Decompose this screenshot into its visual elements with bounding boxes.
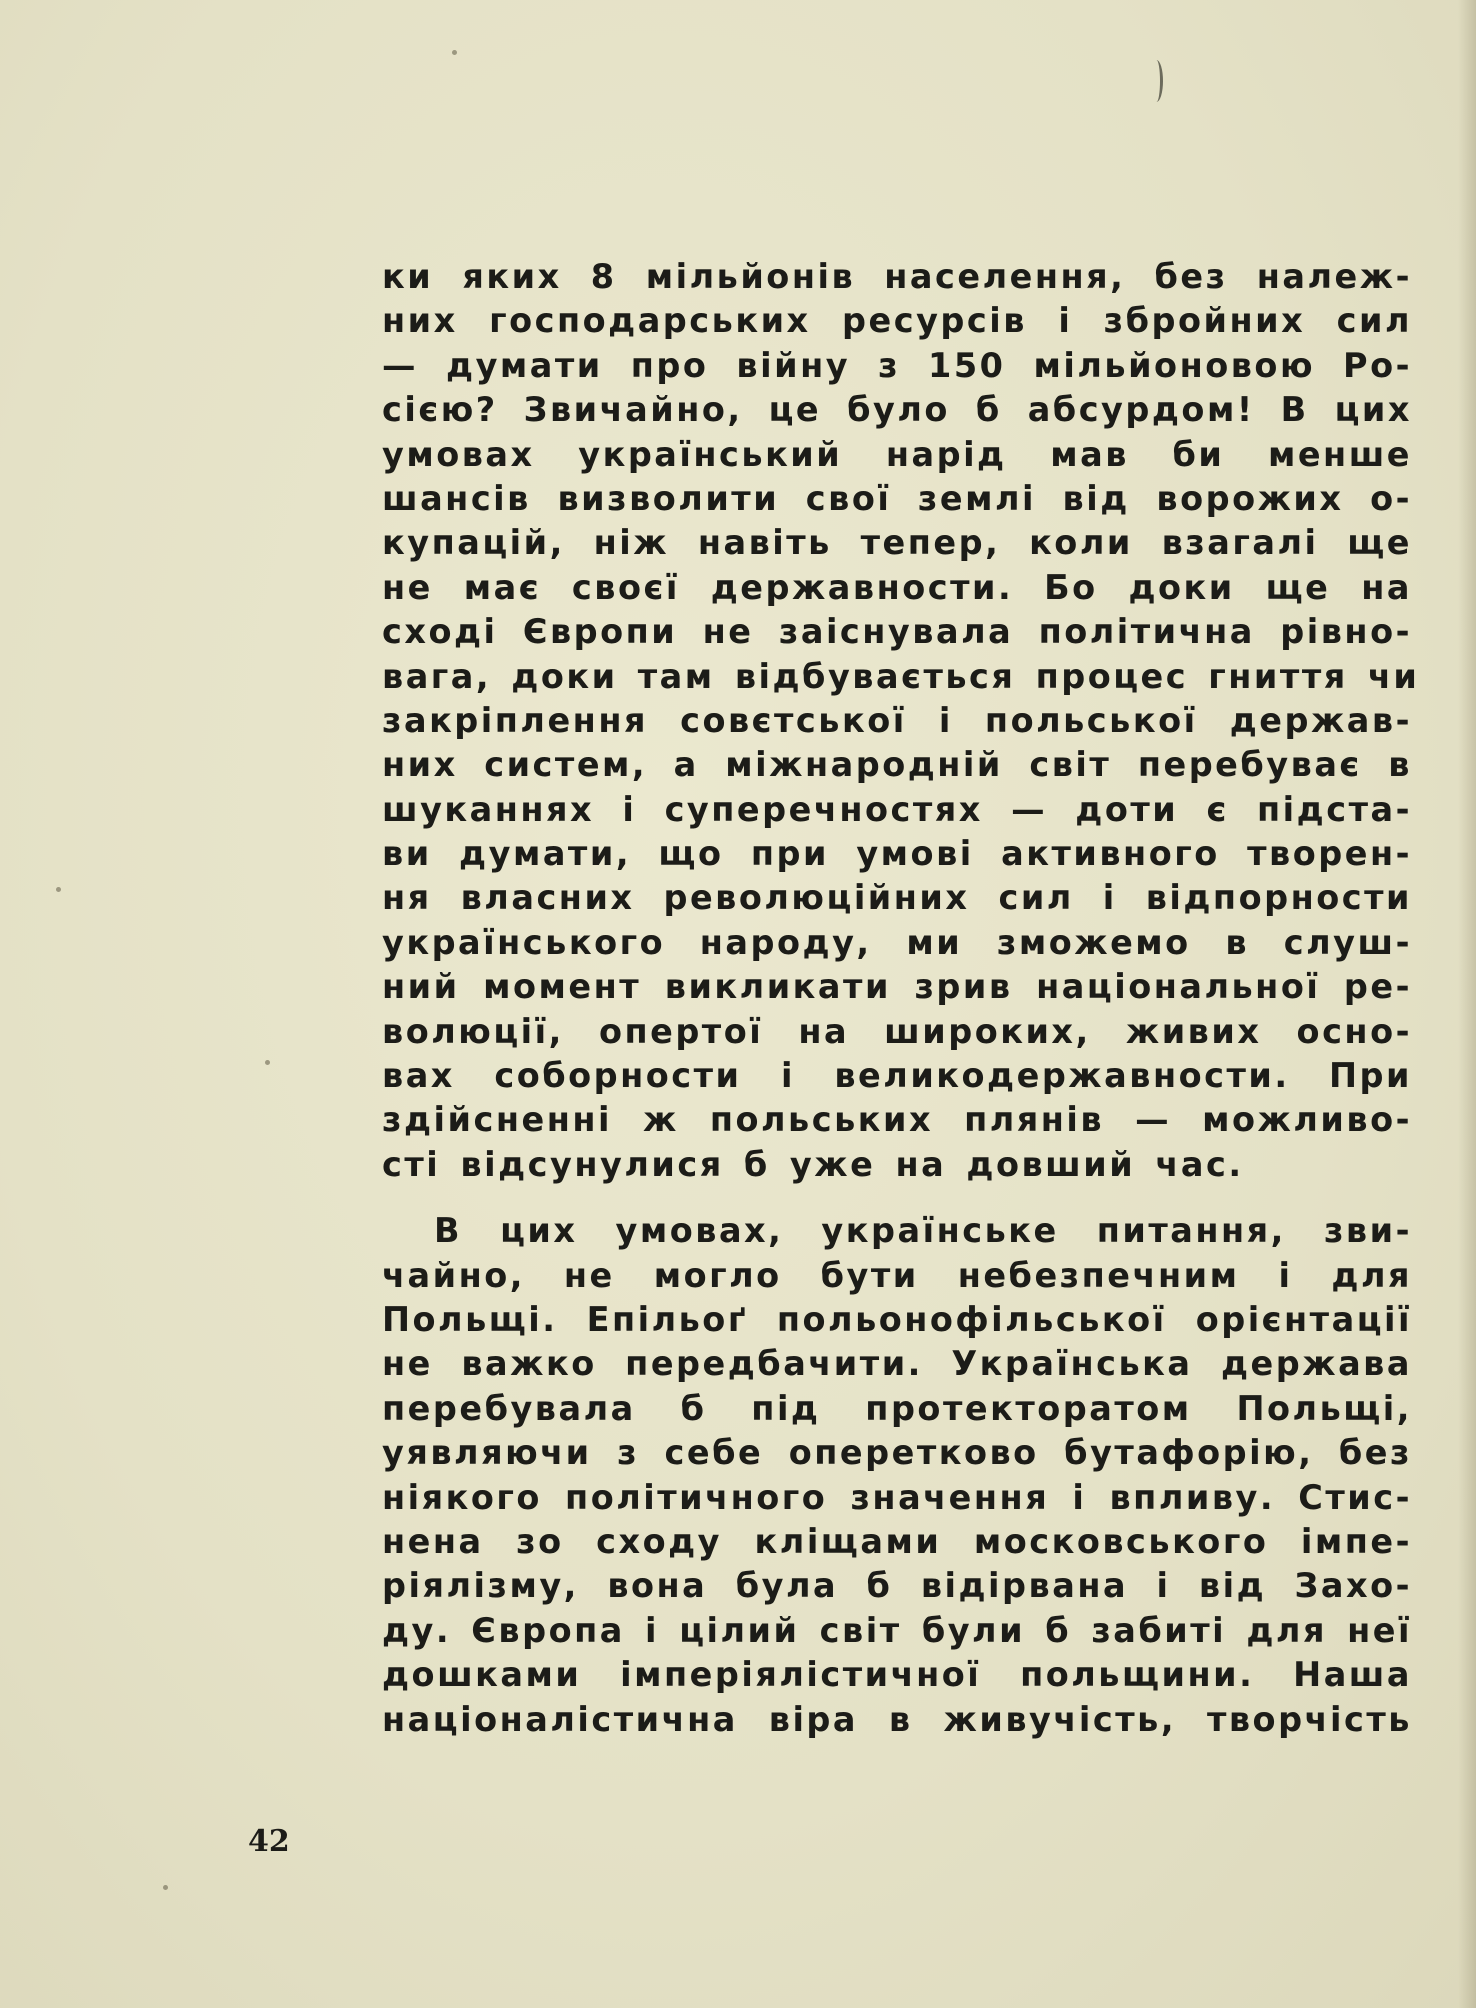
text-line: вах соборности і великодержавности. При: [382, 1056, 1412, 1096]
text-line: ріялізму, вона була б відірвана і від Захо-: [382, 1566, 1412, 1606]
text-line: ніякого політичного значення і впливу. Стис-: [382, 1477, 1412, 1517]
text-line: чайно, не могло бути небезпечним і для: [382, 1255, 1412, 1295]
paper-speck: [452, 50, 457, 55]
page-number: 42: [248, 1824, 290, 1859]
text-line: ду. Європа і цілий світ були б забиті для неї: [382, 1610, 1412, 1650]
text-line: Польщі. Епільоґ польонофільської орієнтації: [382, 1299, 1412, 1339]
text-line: ний момент викликати зрив національної ре-: [382, 967, 1412, 1007]
text-line: умовах український нарід мав би менше: [382, 434, 1412, 474]
text-line: дошками імперіялістичної польщини. Наша: [382, 1655, 1412, 1695]
text-line: закріплення совєтської і польської держав-: [382, 700, 1412, 740]
paragraph-gap: [382, 1187, 1412, 1209]
text-line: ви думати, що при умові активного творен-: [382, 834, 1412, 874]
paragraph: [382, 255, 1420, 1187]
text-line: — думати про війну з 150 мільйоновою Ро-: [382, 345, 1412, 385]
text-line: ки яких 8 мільйонів населення, без належ-: [382, 257, 1412, 296]
text-line: В цих умовах, українське питання, зви-: [434, 1211, 1412, 1251]
text-line: сході Європи не заіснувала політична рівно-: [382, 612, 1412, 652]
text-line: купацій, ніж навіть тепер, коли взагалі ще: [382, 523, 1412, 563]
text-line: уявляючи з себе оперетково бутафорію, без: [382, 1433, 1412, 1473]
text-line: націоналістична віра в живучість, творчість: [382, 1699, 1412, 1739]
text-line: шансів визволити свої землі від ворожих о-: [382, 478, 1412, 518]
text-line: них систем, а міжнародній світ перебуває в: [382, 745, 1412, 785]
text-line: сті відсунулися б уже на довший час.: [382, 1144, 1244, 1184]
text-line: не важко передбачити. Українська держава: [382, 1344, 1412, 1384]
text-line: здійсненні ж польських плянів — можливо-: [382, 1100, 1412, 1140]
text-line: ня власних революційних сил і відпорности: [382, 878, 1412, 918]
text-line: нена зо сходу кліщами московського імпе-: [382, 1521, 1412, 1561]
text-line: шуканнях і суперечностях — доти є підста-: [382, 789, 1412, 829]
paragraph: [382, 1209, 1412, 1742]
text-line: сією? Звичайно, це було б абсурдом! В цих: [382, 390, 1412, 430]
page-edge-shadow: [1458, 0, 1476, 2008]
text-line: не має своєї державности. Бо доки ще на: [382, 567, 1412, 607]
text-line: українського народу, ми зможемо в слуш-: [382, 922, 1412, 962]
page-mark: [1150, 60, 1163, 102]
text-line: них господарських ресурсів і збройних сил: [382, 301, 1412, 341]
paper-speck: [265, 1060, 270, 1065]
text-line: перебувала б під протекторатом Польщі,: [382, 1388, 1412, 1428]
paper-speck: [163, 1885, 168, 1890]
text-line: вага, доки там відбувається процес гниття чи: [382, 656, 1420, 696]
text-line: волюції, опертої на широких, живих осно-: [382, 1011, 1412, 1051]
paper-speck: [56, 887, 61, 892]
body-text: [382, 255, 1420, 1742]
